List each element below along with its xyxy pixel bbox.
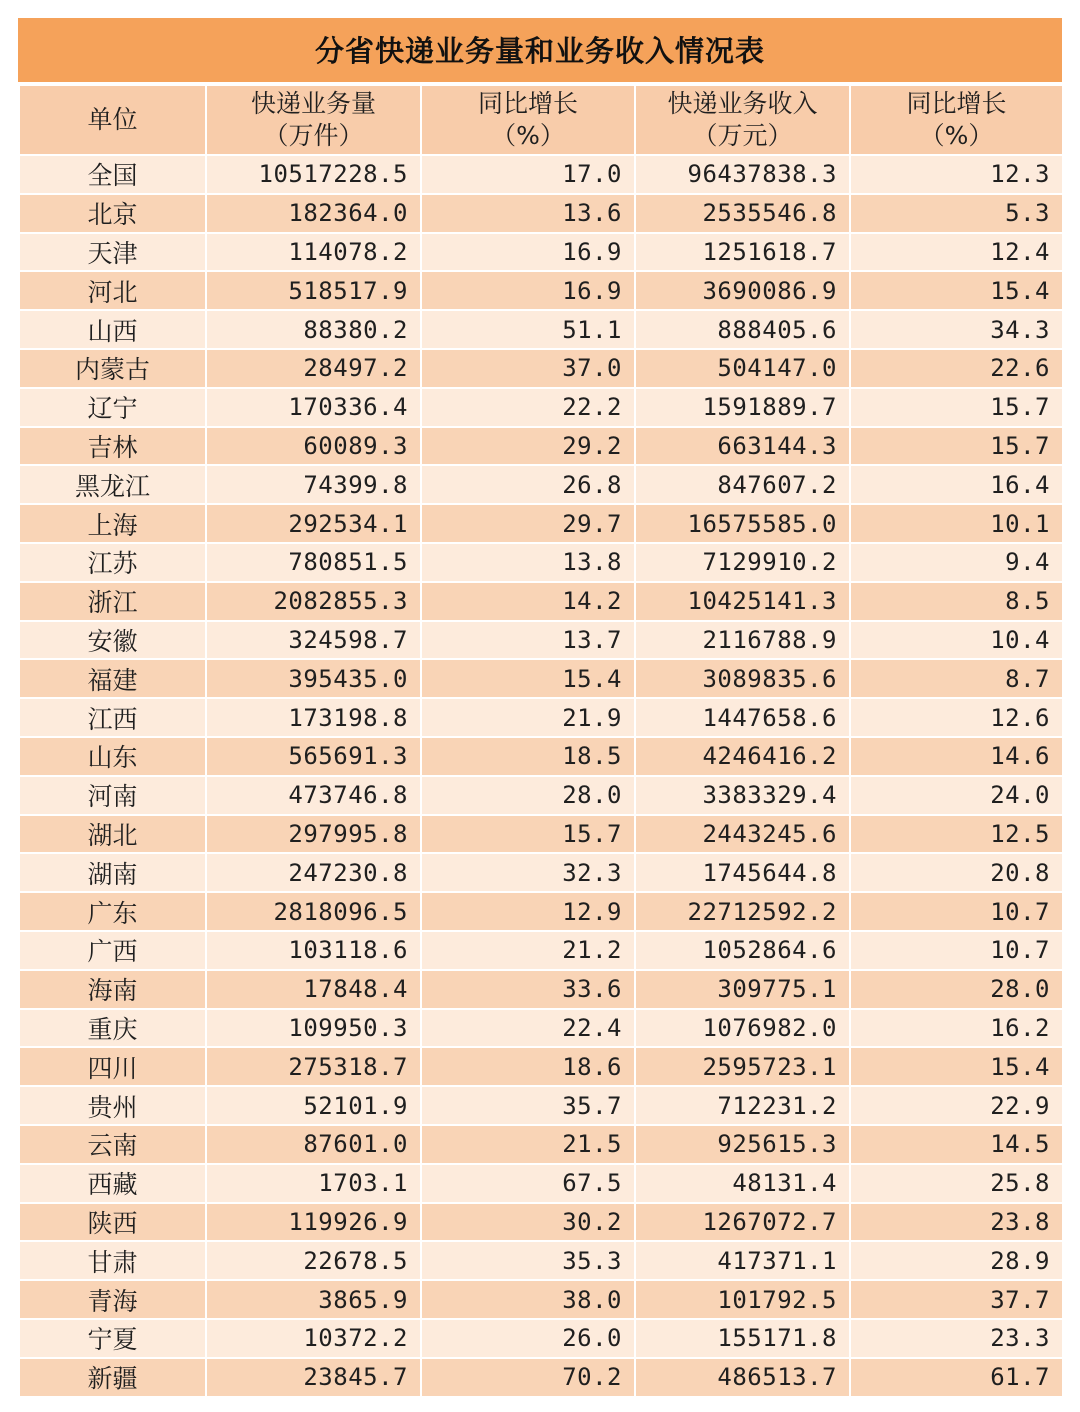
cell-volume-growth: 21.2 — [421, 931, 635, 970]
cell-revenue: 1267072.7 — [635, 1203, 850, 1242]
cell-revenue: 16575585.0 — [635, 504, 850, 543]
cell-revenue-growth: 8.5 — [850, 582, 1063, 621]
cell-revenue: 925615.3 — [635, 1125, 850, 1164]
cell-revenue: 1591889.7 — [635, 388, 850, 427]
cell-unit: 重庆 — [19, 1009, 206, 1048]
header-volume-growth-label: 同比增长 — [477, 89, 578, 118]
cell-revenue-growth: 22.6 — [850, 349, 1063, 388]
cell-revenue-growth: 20.8 — [850, 853, 1063, 892]
cell-unit: 新疆 — [19, 1358, 206, 1397]
cell-unit: 甘肃 — [19, 1241, 206, 1280]
cell-revenue-growth: 28.0 — [850, 970, 1063, 1009]
cell-unit: 黑龙江 — [19, 465, 206, 504]
cell-revenue: 2535546.8 — [635, 194, 850, 233]
header-volume-label: 快递业务量 — [250, 89, 376, 118]
table-row — [19, 698, 1063, 737]
cell-revenue: 663144.3 — [635, 427, 850, 466]
cell-unit: 全国 — [19, 155, 206, 194]
cell-volume-growth: 17.0 — [421, 155, 635, 194]
cell-volume-growth: 30.2 — [421, 1203, 635, 1242]
cell-volume: 52101.9 — [206, 1086, 421, 1125]
cell-volume: 10372.2 — [206, 1319, 421, 1358]
cell-unit: 山西 — [19, 310, 206, 349]
cell-revenue: 309775.1 — [635, 970, 850, 1009]
cell-revenue-growth: 12.4 — [850, 233, 1063, 272]
table-row — [19, 465, 1063, 504]
cell-volume-growth: 13.7 — [421, 621, 635, 660]
table-row — [19, 427, 1063, 466]
cell-revenue-growth: 28.9 — [850, 1241, 1063, 1280]
header-unit — [19, 85, 206, 155]
cell-revenue: 2595723.1 — [635, 1047, 850, 1086]
cell-volume: 182364.0 — [206, 194, 421, 233]
cell-volume: 114078.2 — [206, 233, 421, 272]
cell-unit: 江西 — [19, 698, 206, 737]
table-row — [19, 233, 1063, 272]
cell-unit: 四川 — [19, 1047, 206, 1086]
table-row — [19, 1319, 1063, 1358]
cell-unit: 湖北 — [19, 815, 206, 854]
header-volume-growth-unit: （%） — [491, 121, 565, 150]
cell-volume-growth: 21.9 — [421, 698, 635, 737]
cell-unit: 陕西 — [19, 1203, 206, 1242]
cell-revenue-growth: 10.1 — [850, 504, 1063, 543]
header-volume — [206, 85, 421, 155]
cell-volume-growth: 37.0 — [421, 349, 635, 388]
table-row — [19, 1086, 1063, 1125]
cell-revenue: 504147.0 — [635, 349, 850, 388]
cell-volume: 518517.9 — [206, 271, 421, 310]
cell-volume-growth: 13.6 — [421, 194, 635, 233]
cell-unit: 吉林 — [19, 427, 206, 466]
cell-revenue-growth: 22.9 — [850, 1086, 1063, 1125]
table-row — [19, 388, 1063, 427]
cell-unit: 福建 — [19, 659, 206, 698]
cell-volume: 473746.8 — [206, 776, 421, 815]
cell-volume: 324598.7 — [206, 621, 421, 660]
cell-unit: 浙江 — [19, 582, 206, 621]
cell-revenue-growth: 10.7 — [850, 931, 1063, 970]
cell-revenue: 1745644.8 — [635, 853, 850, 892]
header-unit-label: 单位 — [87, 105, 138, 134]
table-row — [19, 194, 1063, 233]
table-title: 分省快递业务量和业务收入情况表 — [18, 18, 1062, 84]
table-row — [19, 659, 1063, 698]
cell-revenue: 4246416.2 — [635, 737, 850, 776]
cell-volume-growth: 26.0 — [421, 1319, 635, 1358]
table-row — [19, 1164, 1063, 1203]
cell-unit: 山东 — [19, 737, 206, 776]
cell-volume: 173198.8 — [206, 698, 421, 737]
cell-revenue-growth: 15.7 — [850, 388, 1063, 427]
cell-volume: 3865.9 — [206, 1280, 421, 1319]
table-body — [19, 155, 1063, 1397]
cell-volume-growth: 15.4 — [421, 659, 635, 698]
cell-volume: 28497.2 — [206, 349, 421, 388]
cell-volume-growth: 29.7 — [421, 504, 635, 543]
cell-volume-growth: 35.3 — [421, 1241, 635, 1280]
table-row — [19, 776, 1063, 815]
cell-revenue-growth: 61.7 — [850, 1358, 1063, 1397]
cell-revenue: 22712592.2 — [635, 892, 850, 931]
cell-revenue: 1251618.7 — [635, 233, 850, 272]
express-statistics-table-container — [18, 18, 1062, 1396]
cell-revenue: 1076982.0 — [635, 1009, 850, 1048]
cell-revenue: 486513.7 — [635, 1358, 850, 1397]
cell-revenue: 3383329.4 — [635, 776, 850, 815]
cell-volume-growth: 22.2 — [421, 388, 635, 427]
cell-unit: 江苏 — [19, 543, 206, 582]
cell-volume-growth: 16.9 — [421, 271, 635, 310]
header-volume-unit: （万件） — [263, 121, 364, 150]
cell-volume: 1703.1 — [206, 1164, 421, 1203]
cell-revenue-growth: 15.7 — [850, 427, 1063, 466]
cell-revenue: 847607.2 — [635, 465, 850, 504]
cell-revenue-growth: 9.4 — [850, 543, 1063, 582]
cell-revenue-growth: 23.8 — [850, 1203, 1063, 1242]
cell-unit: 北京 — [19, 194, 206, 233]
cell-revenue: 2116788.9 — [635, 621, 850, 660]
table-row — [19, 1358, 1063, 1397]
header-revenue-growth — [850, 85, 1063, 155]
cell-revenue: 712231.2 — [635, 1086, 850, 1125]
cell-revenue-growth: 16.2 — [850, 1009, 1063, 1048]
cell-unit: 贵州 — [19, 1086, 206, 1125]
cell-volume: 17848.4 — [206, 970, 421, 1009]
cell-revenue-growth: 15.4 — [850, 271, 1063, 310]
cell-volume: 87601.0 — [206, 1125, 421, 1164]
cell-revenue: 3089835.6 — [635, 659, 850, 698]
cell-revenue: 1052864.6 — [635, 931, 850, 970]
table-row — [19, 1047, 1063, 1086]
cell-revenue-growth: 12.3 — [850, 155, 1063, 194]
cell-unit: 西藏 — [19, 1164, 206, 1203]
cell-volume: 275318.7 — [206, 1047, 421, 1086]
cell-revenue: 888405.6 — [635, 310, 850, 349]
table-row — [19, 1280, 1063, 1319]
cell-volume-growth: 12.9 — [421, 892, 635, 931]
table-row — [19, 853, 1063, 892]
cell-volume-growth: 33.6 — [421, 970, 635, 1009]
table-row — [19, 310, 1063, 349]
table-row — [19, 349, 1063, 388]
cell-unit: 湖南 — [19, 853, 206, 892]
cell-revenue-growth: 25.8 — [850, 1164, 1063, 1203]
header-revenue-unit: （万元） — [692, 121, 793, 150]
cell-unit: 内蒙古 — [19, 349, 206, 388]
cell-revenue: 3690086.9 — [635, 271, 850, 310]
express-statistics-table — [18, 84, 1064, 1398]
header-revenue-growth-unit: （%） — [919, 121, 994, 150]
cell-volume: 297995.8 — [206, 815, 421, 854]
table-row — [19, 815, 1063, 854]
cell-revenue-growth: 14.6 — [850, 737, 1063, 776]
table-row — [19, 1241, 1063, 1280]
cell-revenue: 2443245.6 — [635, 815, 850, 854]
header-row — [19, 85, 1063, 155]
table-row — [19, 155, 1063, 194]
cell-revenue: 96437838.3 — [635, 155, 850, 194]
cell-volume: 60089.3 — [206, 427, 421, 466]
cell-volume: 292534.1 — [206, 504, 421, 543]
cell-volume-growth: 14.2 — [421, 582, 635, 621]
cell-unit: 青海 — [19, 1280, 206, 1319]
cell-revenue-growth: 12.6 — [850, 698, 1063, 737]
table-row — [19, 892, 1063, 931]
cell-unit: 河北 — [19, 271, 206, 310]
cell-volume: 247230.8 — [206, 853, 421, 892]
cell-volume-growth: 38.0 — [421, 1280, 635, 1319]
cell-revenue-growth: 24.0 — [850, 776, 1063, 815]
cell-unit: 广西 — [19, 931, 206, 970]
cell-revenue-growth: 10.7 — [850, 892, 1063, 931]
cell-revenue: 155171.8 — [635, 1319, 850, 1358]
cell-volume: 22678.5 — [206, 1241, 421, 1280]
cell-volume: 565691.3 — [206, 737, 421, 776]
cell-volume-growth: 35.7 — [421, 1086, 635, 1125]
cell-revenue-growth: 37.7 — [850, 1280, 1063, 1319]
cell-volume: 119926.9 — [206, 1203, 421, 1242]
cell-revenue-growth: 12.5 — [850, 815, 1063, 854]
cell-volume-growth: 51.1 — [421, 310, 635, 349]
cell-volume-growth: 32.3 — [421, 853, 635, 892]
cell-revenue-growth: 23.3 — [850, 1319, 1063, 1358]
cell-unit: 安徽 — [19, 621, 206, 660]
header-revenue-label: 快递业务收入 — [667, 89, 818, 118]
cell-volume-growth: 15.7 — [421, 815, 635, 854]
cell-unit: 天津 — [19, 233, 206, 272]
cell-volume-growth: 22.4 — [421, 1009, 635, 1048]
table-row — [19, 271, 1063, 310]
cell-unit: 河南 — [19, 776, 206, 815]
header-volume-growth — [421, 85, 635, 155]
cell-volume: 780851.5 — [206, 543, 421, 582]
cell-volume: 395435.0 — [206, 659, 421, 698]
cell-unit: 上海 — [19, 504, 206, 543]
cell-volume-growth: 18.6 — [421, 1047, 635, 1086]
cell-revenue: 48131.4 — [635, 1164, 850, 1203]
table-row — [19, 504, 1063, 543]
cell-volume: 10517228.5 — [206, 155, 421, 194]
cell-revenue-growth: 8.7 — [850, 659, 1063, 698]
cell-revenue: 417371.1 — [635, 1241, 850, 1280]
table-row — [19, 621, 1063, 660]
cell-revenue: 7129910.2 — [635, 543, 850, 582]
cell-revenue-growth: 14.5 — [850, 1125, 1063, 1164]
cell-unit: 云南 — [19, 1125, 206, 1164]
cell-volume: 103118.6 — [206, 931, 421, 970]
table-row — [19, 543, 1063, 582]
cell-volume-growth: 16.9 — [421, 233, 635, 272]
cell-volume-growth: 26.8 — [421, 465, 635, 504]
cell-revenue-growth: 15.4 — [850, 1047, 1063, 1086]
table-row — [19, 582, 1063, 621]
cell-volume: 109950.3 — [206, 1009, 421, 1048]
cell-unit: 宁夏 — [19, 1319, 206, 1358]
cell-unit: 辽宁 — [19, 388, 206, 427]
cell-revenue: 10425141.3 — [635, 582, 850, 621]
cell-revenue-growth: 16.4 — [850, 465, 1063, 504]
cell-volume: 170336.4 — [206, 388, 421, 427]
table-row — [19, 1203, 1063, 1242]
cell-volume-growth: 13.8 — [421, 543, 635, 582]
cell-revenue: 101792.5 — [635, 1280, 850, 1319]
table-row — [19, 1009, 1063, 1048]
header-revenue — [635, 85, 850, 155]
table-row — [19, 737, 1063, 776]
cell-volume-growth: 29.2 — [421, 427, 635, 466]
cell-revenue-growth: 10.4 — [850, 621, 1063, 660]
cell-volume-growth: 21.5 — [421, 1125, 635, 1164]
cell-volume-growth: 67.5 — [421, 1164, 635, 1203]
cell-revenue-growth: 5.3 — [850, 194, 1063, 233]
table-row — [19, 970, 1063, 1009]
cell-volume-growth: 28.0 — [421, 776, 635, 815]
cell-volume: 2818096.5 — [206, 892, 421, 931]
cell-volume: 88380.2 — [206, 310, 421, 349]
table-row — [19, 931, 1063, 970]
cell-volume: 74399.8 — [206, 465, 421, 504]
table-row — [19, 1125, 1063, 1164]
cell-unit: 广东 — [19, 892, 206, 931]
header-revenue-growth-label: 同比增长 — [906, 89, 1007, 118]
cell-volume-growth: 18.5 — [421, 737, 635, 776]
cell-volume-growth: 70.2 — [421, 1358, 635, 1397]
table-header — [19, 85, 1063, 155]
cell-revenue: 1447658.6 — [635, 698, 850, 737]
cell-revenue-growth: 34.3 — [850, 310, 1063, 349]
cell-volume: 23845.7 — [206, 1358, 421, 1397]
cell-volume: 2082855.3 — [206, 582, 421, 621]
cell-unit: 海南 — [19, 970, 206, 1009]
